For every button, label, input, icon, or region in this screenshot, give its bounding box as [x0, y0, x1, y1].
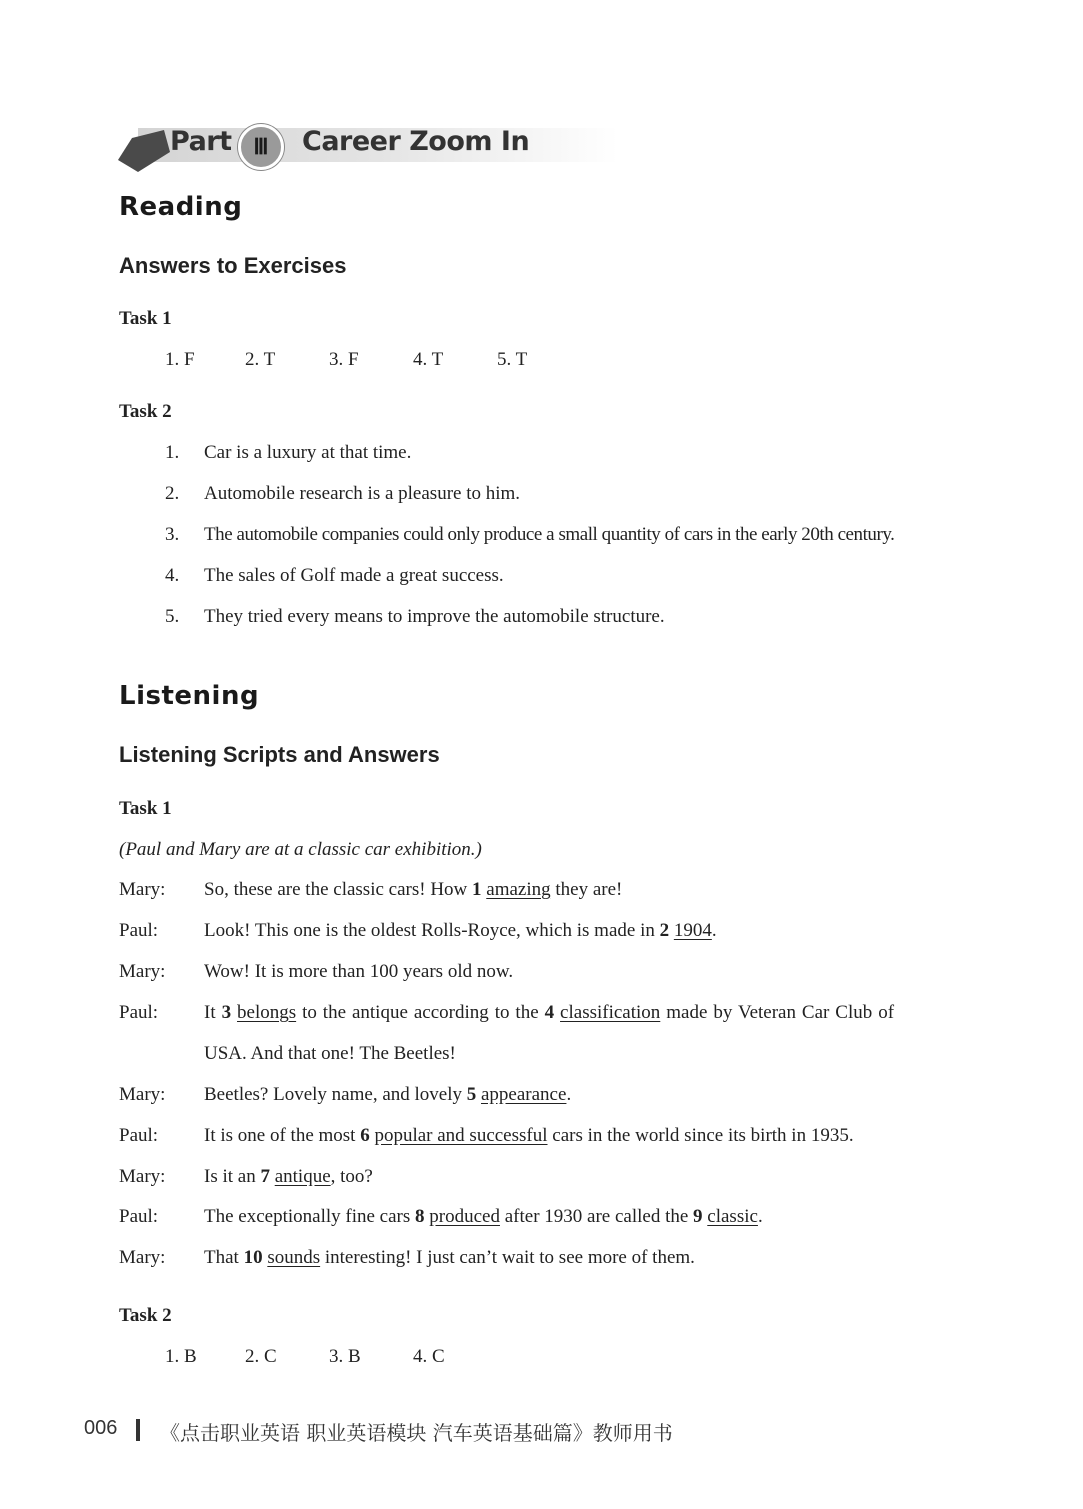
page-number: 006 [84, 1417, 118, 1439]
reading-task1-label: Task 1 [119, 308, 172, 329]
answer-blank: antique [274, 1166, 331, 1187]
banner-pentagon-icon [118, 120, 178, 172]
speaker-label: Paul: [119, 1002, 159, 1023]
part-title: Career Zoom In [302, 126, 530, 157]
listening-task1-label: Task 1 [119, 798, 172, 819]
answer-item: 4. T [413, 349, 444, 370]
answer-blank: 1904 [673, 920, 712, 941]
answer-item: 3. F [329, 349, 359, 370]
answer-item: 4. C [413, 1346, 445, 1367]
answer-blank: classification [560, 1002, 661, 1023]
listening-task2-label: Task 2 [119, 1305, 172, 1326]
list-item: They tried every means to improve the automobile structure. [204, 606, 665, 627]
answer-item: 2. C [245, 1346, 277, 1367]
answer-item: 5. T [497, 349, 528, 370]
speaker-label: Mary: [119, 879, 166, 900]
speaker-label: Mary: [119, 1084, 166, 1105]
answer-item: 3. B [329, 1346, 361, 1367]
list-item: Automobile research is a pleasure to him. [204, 483, 521, 504]
list-item: Car is a luxury at that time. [204, 442, 412, 463]
dialogue-line: Look! This one is the oldest Rolls-Royce, which is made in 2 1904. [204, 920, 717, 941]
answer-blank: classic [707, 1206, 758, 1227]
answer-blank: amazing [486, 879, 551, 900]
dialogue-line: It 3 belongs to the antique according to the 4 classification made by Veteran Car Club of [204, 1002, 895, 1023]
answer-item: 1. F [165, 349, 195, 370]
answer-blank: belongs [237, 1002, 297, 1023]
part-numeral-badge: Ⅲ [238, 124, 284, 170]
dialogue-line: It is one of the most 6 popular and successful cars in the world since its birth in 1935. [204, 1125, 854, 1146]
speaker-label: Paul: [119, 1206, 159, 1227]
list-number: 2. [165, 483, 180, 504]
speaker-label: Mary: [119, 961, 166, 982]
book-title: 《点击职业英语 职业英语模块 汽车英语基础篇》教师用书 [160, 1421, 673, 1445]
answer-item: 1. B [165, 1346, 197, 1367]
list-item: The sales of Golf made a great success. [204, 565, 504, 586]
answer-item: 2. T [245, 349, 276, 370]
list-item: The automobile companies could only produce a small quantity of cars in the early 20th century. [204, 524, 895, 545]
list-number: 5. [165, 606, 180, 627]
dialogue-line: That 10 sounds interesting! I just can’t wait to see more of them. [204, 1247, 695, 1268]
reading-task2-label: Task 2 [119, 401, 172, 422]
reading-subheading: Answers to Exercises [119, 253, 347, 278]
list-number: 3. [165, 524, 180, 545]
part-banner [118, 120, 618, 172]
reading-heading: Reading [119, 192, 243, 222]
part-label: Part [170, 126, 232, 157]
speaker-label: Mary: [119, 1166, 166, 1187]
listening-heading: Listening [119, 681, 260, 711]
dialogue-line: USA. And that one! The Beetles! [204, 1043, 456, 1064]
answer-blank: popular and successful [374, 1125, 548, 1146]
dialogue-line: Is it an 7 antique, too? [204, 1166, 373, 1187]
dialogue-line: Beetles? Lovely name, and lovely 5 appearance. [204, 1084, 572, 1105]
speaker-label: Mary: [119, 1247, 166, 1268]
answer-blank: appearance [481, 1084, 567, 1105]
dialogue-line: The exceptionally fine cars 8 produced after 1930 are called the 9 classic. [204, 1206, 763, 1227]
stage-direction: (Paul and Mary are at a classic car exhibition.) [119, 839, 482, 860]
listening-subheading: Listening Scripts and Answers [119, 742, 440, 767]
list-number: 4. [165, 565, 180, 586]
speaker-label: Paul: [119, 920, 159, 941]
answer-blank: produced [429, 1206, 500, 1227]
footer-divider [136, 1419, 140, 1441]
answer-blank: sounds [267, 1247, 321, 1268]
dialogue-line: So, these are the classic cars! How 1 amazing they are! [204, 879, 623, 900]
speaker-label: Paul: [119, 1125, 159, 1146]
list-number: 1. [165, 442, 180, 463]
dialogue-line: Wow! It is more than 100 years old now. [204, 961, 514, 982]
